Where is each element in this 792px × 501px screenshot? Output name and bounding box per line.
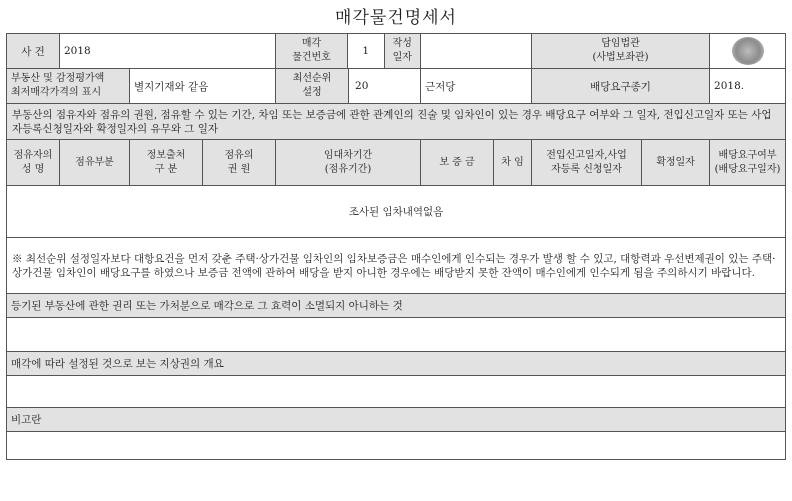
dividend-deadline-value: 2018.	[710, 69, 786, 104]
section-remarks-header: 비고란	[7, 408, 786, 432]
written-date-value	[421, 34, 532, 69]
section-surface-header: 매각에 따라 설정된 것으로 보는 지상권의 개요	[7, 352, 786, 376]
case-label: 사 건	[7, 34, 60, 69]
judge-label: 담임법관 (사법보좌관)	[532, 34, 710, 69]
section-surface-content	[7, 376, 786, 408]
section-remarks-content	[7, 432, 786, 460]
appraisal-value: 별지기재와 같음	[130, 69, 276, 104]
written-date-label: 작성 일자	[385, 34, 421, 68]
header-move-in-date: 전입신고일자,사업 자등록 신청일자	[532, 140, 642, 186]
section-rights-header: 등기된 부동산에 관한 권리 또는 가처분으로 매각으로 그 효력이 소멸되지 아니하는 것	[7, 294, 786, 318]
senior-value: 20	[355, 80, 369, 92]
header-info-source: 정보출처 구 분	[130, 140, 203, 186]
tenant-warning: ※ 최선순위 설정일자보다 대항요건을 먼저 갖춘 주택·상가건물 임차인의 임차보증금은 매수인에게 인수되는 경우가 발생 할 수 있고, 대항력과 우선변제권이 있는 주택·상가건물 임차인이 배당요구를 하였으나 보증금 전액에 관하여 배당을 받지 아니한 경우에는 배당받지 못한 잔액이 매수인에게 인수되게 됨을 주의하시기 바랍니다.	[7, 238, 786, 294]
case-number: 2018	[64, 45, 91, 57]
case-value	[60, 34, 276, 69]
document-title: 매각물건명세서	[335, 8, 457, 28]
header-occupied-part: 점유부분	[60, 140, 130, 186]
sale-item-specification-table	[6, 33, 786, 460]
item-no-label: 매각 물건번호	[276, 34, 348, 68]
appraisal-label: 부동산 및 감정평가액 최저매각가격의 표시	[7, 69, 130, 104]
header-occupant-name: 점유자의 성 명	[7, 140, 60, 186]
occupancy-note: 부동산의 점유자와 점유의 권원, 점유할 수 있는 기간, 차임 또는 보증금에 관한 관계인의 진술 및 임차인이 있는 경우 배당요구 여부와 그 일자, 전입신고일자 또는 사업자등록신청일자와 확정일자의 유무와 그 일자	[7, 104, 786, 140]
judge-value	[710, 34, 786, 69]
header-deposit: 보 증 금	[421, 140, 494, 186]
seal-stamp-icon	[732, 37, 764, 65]
senior-label: 최선순위 설정	[276, 69, 349, 103]
header-occupancy-title: 점유의 권 원	[203, 140, 276, 186]
header-rent: 차 임	[494, 140, 532, 186]
header-dividend-request: 배당요구여부 (배당요구일자)	[710, 140, 786, 186]
no-tenant-notice: 조사된 임차내역없음	[7, 186, 786, 238]
item-no-cell	[276, 34, 421, 69]
header-lease-period: 임대차기간 (점유기간)	[276, 140, 421, 186]
section-rights-content	[7, 318, 786, 352]
senior-cell	[276, 69, 421, 104]
header-fixed-date: 확정일자	[642, 140, 710, 186]
item-no-value: 1	[348, 34, 385, 68]
dividend-deadline-label: 배당요구종기	[532, 69, 710, 104]
senior-suffix: 근저당	[421, 69, 532, 104]
